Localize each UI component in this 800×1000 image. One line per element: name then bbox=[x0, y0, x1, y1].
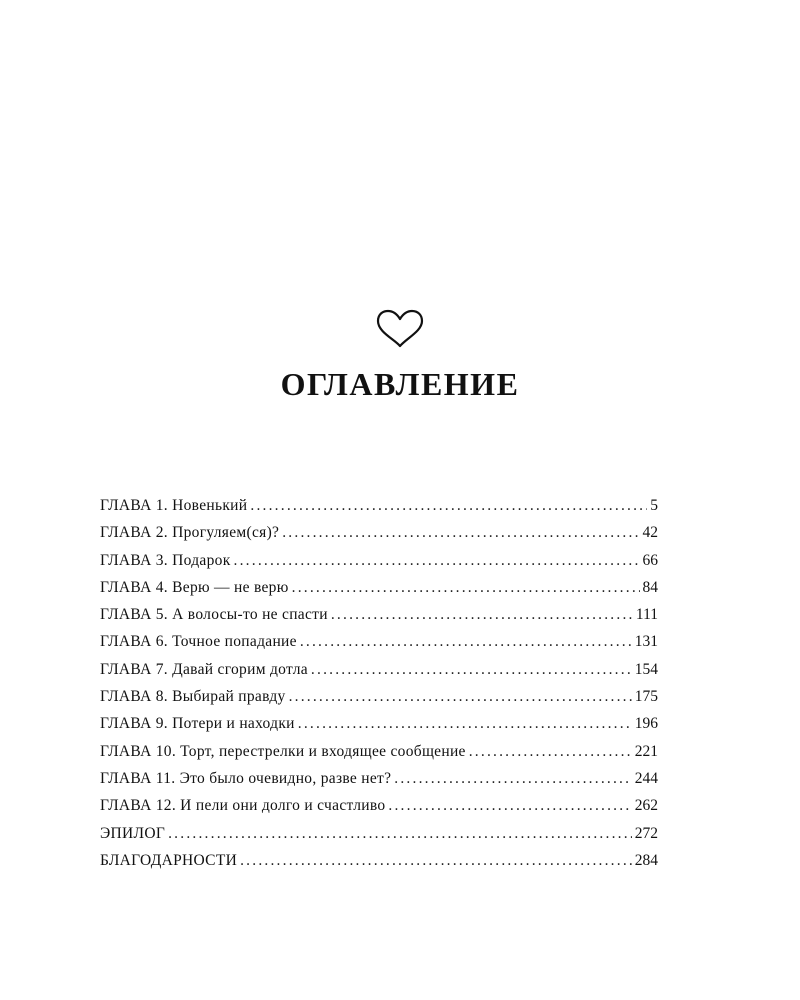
toc-entry[interactable] bbox=[100, 715, 658, 742]
toc-entry-title: ГЛАВА 11. Это было очевидно, разве нет? bbox=[100, 769, 392, 787]
dot-leader bbox=[250, 497, 647, 515]
dot-leader bbox=[394, 770, 631, 788]
dot-leader bbox=[168, 825, 632, 843]
table-of-contents bbox=[100, 497, 658, 879]
dot-leader bbox=[234, 552, 640, 570]
dot-leader bbox=[292, 579, 640, 597]
toc-entry-page-number: 221 bbox=[634, 742, 658, 760]
toc-entry-page-number: 66 bbox=[642, 551, 658, 569]
toc-entry-title: ГЛАВА 7. Давай сгорим дотла bbox=[100, 660, 308, 678]
dot-leader bbox=[469, 743, 632, 761]
toc-entry-page-number: 272 bbox=[634, 824, 658, 842]
toc-entry-title: ГЛАВА 4. Верю — не верю bbox=[100, 578, 289, 596]
dot-leader bbox=[311, 661, 632, 679]
heart-ornament bbox=[0, 308, 800, 355]
toc-entry-title: ЭПИЛОГ bbox=[100, 824, 166, 842]
toc-entry-page-number: 175 bbox=[634, 688, 658, 706]
heart-outline-icon bbox=[374, 308, 426, 350]
toc-entry-page-number: 244 bbox=[634, 769, 658, 787]
toc-entry[interactable] bbox=[100, 633, 658, 660]
toc-entry[interactable] bbox=[100, 497, 658, 524]
toc-entry[interactable] bbox=[100, 552, 658, 579]
toc-entry-page-number: 42 bbox=[642, 524, 658, 542]
dot-leader bbox=[298, 715, 632, 733]
toc-entry-page-number: 84 bbox=[642, 578, 658, 596]
toc-entry-title: ГЛАВА 10. Торт, перестрелки и входящее сообщение bbox=[100, 742, 466, 760]
toc-entry[interactable] bbox=[100, 661, 658, 688]
toc-entry-title: ГЛАВА 8. Выбирай правду bbox=[100, 688, 286, 706]
toc-entry[interactable] bbox=[100, 688, 658, 715]
toc-entry-page-number: 131 bbox=[634, 633, 658, 651]
toc-entry-page-number: 111 bbox=[635, 606, 658, 624]
toc-entry[interactable] bbox=[100, 743, 658, 770]
dot-leader bbox=[282, 524, 639, 542]
toc-entry-title: ГЛАВА 3. Подарок bbox=[100, 551, 231, 569]
dot-leader bbox=[289, 688, 632, 706]
toc-entry-page-number: 5 bbox=[650, 497, 658, 514]
dot-leader bbox=[240, 852, 632, 870]
toc-entry-page-number: 196 bbox=[634, 715, 658, 733]
toc-entry-title: ГЛАВА 6. Точное попадание bbox=[100, 633, 297, 651]
toc-entry-page-number: 284 bbox=[634, 851, 658, 869]
toc-entry[interactable] bbox=[100, 797, 658, 824]
toc-entry-title: ГЛАВА 1. Новенький bbox=[100, 497, 248, 514]
toc-entry[interactable] bbox=[100, 825, 658, 852]
dot-leader bbox=[331, 606, 633, 624]
toc-entry[interactable] bbox=[100, 524, 658, 551]
dot-leader bbox=[388, 797, 631, 815]
toc-entry[interactable] bbox=[100, 579, 658, 606]
toc-entry-title: ГЛАВА 2. Прогуляем(ся)? bbox=[100, 524, 280, 542]
dot-leader bbox=[300, 633, 632, 651]
toc-entry-title: ГЛАВА 12. И пели они долго и счастливо bbox=[100, 797, 386, 815]
toc-entry[interactable] bbox=[100, 606, 658, 633]
toc-entry-title: БЛАГОДАРНОСТИ bbox=[100, 851, 238, 869]
toc-entry-title: ГЛАВА 5. А волосы-то не спасти bbox=[100, 606, 328, 624]
page-title: ОГЛАВЛЕНИЕ bbox=[280, 366, 520, 402]
toc-entry-title: ГЛАВА 9. Потери и находки bbox=[100, 715, 295, 733]
toc-entry[interactable] bbox=[100, 770, 658, 797]
toc-entry-page-number: 262 bbox=[634, 797, 658, 815]
toc-entry-page-number: 154 bbox=[634, 660, 658, 678]
toc-entry[interactable] bbox=[100, 852, 658, 879]
